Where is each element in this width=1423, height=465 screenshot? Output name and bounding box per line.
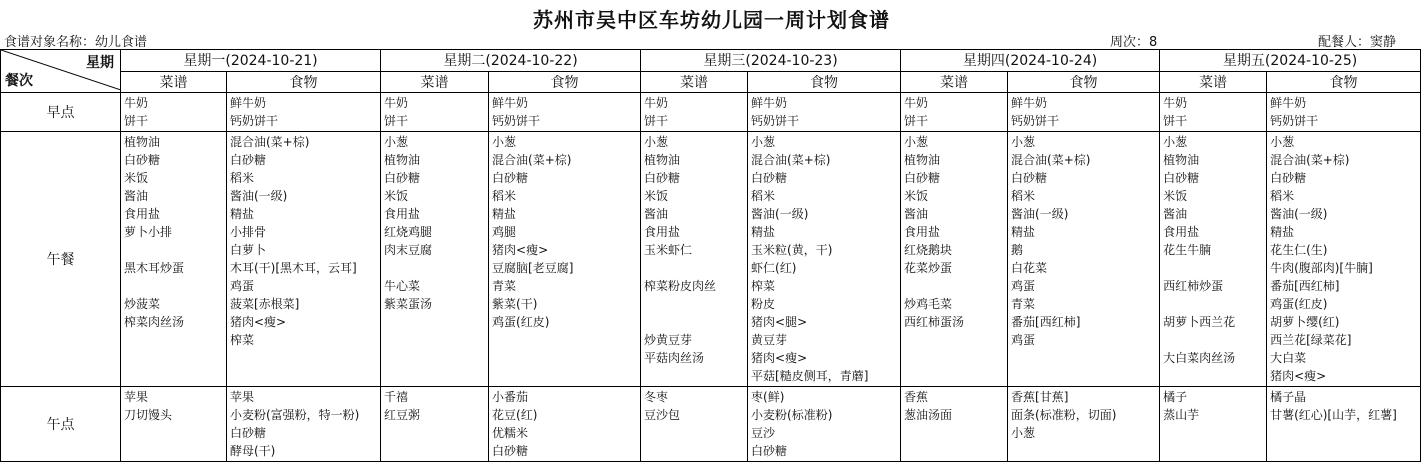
day-header-wed: 星期三(2024-10-23) (641, 50, 901, 72)
food-cell (1008, 387, 1160, 462)
dish-item (124, 277, 224, 295)
food-item: 榨菜 (230, 333, 255, 347)
meal-name: 早点 (1, 93, 121, 132)
dish-item: 香蕉 (904, 390, 929, 404)
food-item: 小番茄 (492, 390, 529, 404)
food-item: 猪肉<瘦> (751, 351, 808, 365)
day-header-tue: 星期二(2024-10-22) (381, 50, 641, 72)
food-item: 苹果 (230, 390, 255, 404)
dish-item: 千禧 (384, 390, 409, 404)
food-item: 精盐 (230, 207, 255, 221)
dish-item: 红烧鹅块 (904, 243, 953, 257)
dish-item (124, 331, 224, 349)
menu-body (1, 93, 1421, 462)
dish-item: 炒菠菜 (124, 297, 161, 311)
dish-item: 牛奶 (384, 96, 409, 110)
dish-item: 酱油 (124, 189, 149, 203)
food-item: 大白菜 (1270, 351, 1307, 365)
food-item: 钙奶饼干 (1270, 114, 1319, 128)
food-item: 稻米 (492, 189, 517, 203)
food-item: 鲜牛奶 (751, 96, 788, 110)
dish-item (644, 259, 745, 277)
food-item: 榨菜 (751, 279, 776, 293)
dish-item: 小葱 (644, 135, 669, 149)
food-cell (1267, 387, 1421, 462)
food-item: 黄豆芽 (751, 333, 788, 347)
recipe-target-label: 食谱对象名称：幼儿食谱 (4, 35, 148, 50)
dish-item: 榨菜粉皮肉丝 (644, 279, 717, 293)
food-item: 小葱 (1270, 135, 1295, 149)
dish-item: 酱油 (1163, 207, 1188, 221)
dish-item: 食用盐 (904, 225, 941, 239)
food-item: 白砂糖 (230, 153, 267, 167)
food-cell (748, 387, 901, 462)
food-item: 鲜牛奶 (1270, 96, 1307, 110)
dish-item: 炒鸡毛菜 (904, 297, 953, 311)
food-item: 精盐 (1011, 225, 1036, 239)
dish-item: 花生牛腩 (1163, 243, 1212, 257)
dish-item: 牛奶 (904, 96, 929, 110)
dish-item (1163, 367, 1264, 385)
food-item: 稻米 (1270, 189, 1295, 203)
food-cell (227, 93, 381, 132)
dish-item: 饼干 (124, 114, 149, 128)
dish-item: 饼干 (384, 114, 409, 128)
food-item: 香蕉[甘蕉] (1011, 390, 1069, 404)
dish-cell (641, 93, 748, 132)
food-item: 面条(标准粉，切面) (1011, 408, 1117, 422)
dish-item: 刀切馒头 (124, 408, 173, 422)
food-item: 小葱 (1011, 426, 1036, 440)
food-cell (1267, 93, 1421, 132)
food-cell (489, 132, 641, 387)
food-item: 稻米 (1011, 189, 1036, 203)
food-item: 钙奶饼干 (492, 114, 541, 128)
food-column-header: 食物 (1267, 72, 1421, 93)
dish-item: 白砂糖 (904, 171, 941, 185)
dish-item: 饼干 (1163, 114, 1188, 128)
food-item: 稻米 (230, 171, 255, 185)
dish-cell (901, 132, 1008, 387)
food-item: 猪肉<瘦> (492, 243, 549, 257)
food-item: 青菜 (492, 279, 517, 293)
dish-item: 牛心菜 (384, 279, 421, 293)
dish-item (384, 313, 486, 331)
food-item: 小葱 (751, 135, 776, 149)
dish-item: 玉米虾仁 (644, 243, 693, 257)
dish-cell (1160, 132, 1267, 387)
food-item: 小麦粉(富强粉，特一粉) (230, 408, 360, 422)
food-item: 白砂糖 (492, 171, 529, 185)
food-cell (1008, 132, 1160, 387)
dish-item (904, 277, 1005, 295)
dish-item: 肉末豆腐 (384, 243, 433, 257)
dish-item (124, 442, 224, 460)
food-item: 精盐 (1270, 225, 1295, 239)
dish-item (384, 424, 486, 442)
food-item: 紫菜(干) (492, 297, 538, 311)
food-item: 鲜牛奶 (492, 96, 529, 110)
dish-item: 米饭 (384, 189, 409, 203)
dish-item: 酱油 (644, 207, 669, 221)
food-cell (748, 93, 901, 132)
food-item: 甘薯(红心)[山芋，红薯] (1270, 408, 1397, 422)
food-cell (227, 132, 381, 387)
corner-weekday-label: 星期 (86, 55, 114, 71)
dish-item: 牛奶 (1163, 96, 1188, 110)
dish-item: 植物油 (644, 153, 681, 167)
dish-column-header: 菜谱 (641, 72, 748, 93)
dish-item: 植物油 (124, 135, 161, 149)
food-item: 平菇[糙皮侧耳，青蘑] (751, 369, 869, 383)
day-header-thu: 星期四(2024-10-24) (901, 50, 1160, 72)
food-item: 酱油(一级) (230, 189, 288, 203)
food-item: 玉米粒(黄，干) (751, 243, 833, 257)
dish-item: 平菇肉丝汤 (644, 351, 705, 365)
dish-cell (381, 93, 489, 132)
dish-item: 冬枣 (644, 390, 669, 404)
food-item: 钙奶饼干 (751, 114, 800, 128)
menu-table (0, 49, 1421, 462)
dish-cell (641, 132, 748, 387)
food-cell (748, 132, 901, 387)
dish-column-header: 菜谱 (381, 72, 489, 93)
dish-item (644, 424, 745, 442)
meal-row (1, 93, 1421, 132)
dish-item: 小葱 (904, 135, 929, 149)
dish-item: 苹果 (124, 390, 149, 404)
dish-item: 红烧鸡腿 (384, 225, 433, 239)
dish-item: 饼干 (644, 114, 669, 128)
dish-item: 小葱 (1163, 135, 1188, 149)
dish-cell (641, 387, 748, 462)
food-item: 豆沙 (751, 426, 776, 440)
dish-item: 白砂糖 (1163, 171, 1200, 185)
food-item: 钙奶饼干 (230, 114, 279, 128)
food-item: 小麦粉(标准粉) (751, 408, 833, 422)
food-item: 白砂糖 (1011, 171, 1048, 185)
food-item: 白砂糖 (751, 171, 788, 185)
dish-item: 饼干 (904, 114, 929, 128)
dish-item: 榨菜肉丝汤 (124, 315, 185, 329)
food-item: 花豆(红) (492, 408, 538, 422)
dish-item: 植物油 (384, 153, 421, 167)
dish-item: 食用盐 (644, 225, 681, 239)
dish-item: 食用盐 (384, 207, 421, 221)
food-column-header: 食物 (1008, 72, 1160, 93)
dish-item (1163, 259, 1264, 277)
dish-item: 白砂糖 (644, 171, 681, 185)
dish-item: 萝卜小排 (124, 225, 173, 239)
dish-item (644, 367, 745, 385)
dish-item: 胡萝卜西兰花 (1163, 315, 1236, 329)
dish-item: 米饭 (904, 189, 929, 203)
dish-item: 橘子 (1163, 390, 1188, 404)
food-item: 酱油(一级) (1270, 207, 1328, 221)
dish-item (904, 424, 1005, 442)
food-item: 胡萝卜缨(红) (1270, 315, 1340, 329)
food-item: 鲜牛奶 (230, 96, 267, 110)
dish-item: 牛奶 (644, 96, 669, 110)
food-item: 粉皮 (751, 297, 776, 311)
food-item: 木耳(干)[黑木耳，云耳] (230, 261, 357, 275)
dish-item: 红豆粥 (384, 408, 421, 422)
dish-cell (1160, 387, 1267, 462)
food-item: 鹅 (1011, 243, 1024, 257)
food-item: 白砂糖 (1270, 171, 1307, 185)
food-cell (227, 387, 381, 462)
food-cell (1008, 93, 1160, 132)
food-item: 橘子晶 (1270, 390, 1307, 404)
food-item: 鲜牛奶 (1011, 96, 1048, 110)
dish-cell (121, 132, 227, 387)
page-title: 苏州市吴中区车坊幼儿园一周计划食谱 (533, 8, 890, 32)
dish-item (644, 442, 745, 460)
food-item: 枣(鲜) (751, 390, 785, 404)
dish-column-header: 菜谱 (901, 72, 1008, 93)
food-item: 菠菜[赤根菜] (230, 297, 300, 311)
day-header-mon: 星期一(2024-10-21) (121, 50, 381, 72)
dish-item: 葱油汤面 (904, 408, 953, 422)
dish-item: 大白菜肉丝汤 (1163, 351, 1236, 365)
header-corner (1, 50, 121, 93)
food-item: 白砂糖 (230, 426, 267, 440)
dish-item (124, 424, 224, 442)
food-column-header: 食物 (748, 72, 901, 93)
food-item: 鸡腿 (492, 225, 517, 239)
dish-item (644, 295, 745, 313)
dish-item (384, 259, 486, 277)
dish-item: 蒸山芋 (1163, 408, 1200, 422)
dish-cell (381, 387, 489, 462)
food-item: 西兰花[绿菜花] (1270, 333, 1352, 347)
dish-item: 豆沙包 (644, 408, 681, 422)
dish-item (124, 241, 224, 259)
dish-item: 酱油 (904, 207, 929, 221)
dish-cell (121, 387, 227, 462)
corner-meal-label: 餐次 (5, 73, 33, 89)
food-item: 猪肉<腿> (751, 315, 808, 329)
dish-item: 花菜炒蛋 (904, 261, 953, 275)
food-item: 精盐 (492, 207, 517, 221)
dish-column-header: 菜谱 (121, 72, 227, 93)
meal-name: 午点 (1, 387, 121, 462)
dish-item (1163, 295, 1264, 313)
dish-cell (901, 93, 1008, 132)
dish-cell (1160, 93, 1267, 132)
food-item: 混合油(菜+棕) (1270, 153, 1350, 167)
dish-item: 植物油 (1163, 153, 1200, 167)
dish-cell (381, 132, 489, 387)
food-column-header: 食物 (227, 72, 381, 93)
food-item: 豆腐脑[老豆腐] (492, 261, 574, 275)
dish-item: 白砂糖 (124, 153, 161, 167)
food-item: 猪肉<瘦> (230, 315, 287, 329)
food-item: 虾仁(红) (751, 261, 797, 275)
dish-item: 米饭 (644, 189, 669, 203)
food-item: 混合油(菜+棕) (492, 153, 572, 167)
food-item: 鸡蛋(红皮) (1270, 297, 1328, 311)
food-item: 白砂糖 (751, 444, 788, 458)
dish-item: 白砂糖 (384, 171, 421, 185)
food-item: 小排骨 (230, 225, 267, 239)
food-item: 白萝卜 (230, 243, 267, 257)
dish-column-header: 菜谱 (1160, 72, 1267, 93)
dish-item: 黑木耳炒蛋 (124, 261, 185, 275)
staff-label: 配餐人：窦静 (1318, 35, 1397, 50)
dish-cell (121, 93, 227, 132)
food-item: 白花菜 (1011, 261, 1048, 275)
dish-item: 米饭 (1163, 189, 1188, 203)
food-item: 混合油(菜+棕) (1011, 153, 1091, 167)
food-item: 花生仁(生) (1270, 243, 1328, 257)
food-item: 青菜 (1011, 297, 1036, 311)
food-item: 鸡蛋 (1011, 279, 1036, 293)
food-cell (489, 387, 641, 462)
dish-item: 食用盐 (1163, 225, 1200, 239)
dish-item (644, 313, 745, 331)
food-item: 钙奶饼干 (1011, 114, 1060, 128)
food-item: 牛肉(腹部肉)[牛腩] (1270, 261, 1373, 275)
food-item: 小葱 (492, 135, 517, 149)
food-item: 酱油(一级) (1011, 207, 1069, 221)
week-number-label: 周次：8 (1110, 35, 1158, 50)
food-item: 番茄[西红柿] (1270, 279, 1340, 293)
day-header-fri: 星期五(2024-10-25) (1160, 50, 1421, 72)
food-cell (1267, 132, 1421, 387)
food-item: 混合油(菜+棕) (230, 135, 310, 149)
food-item: 稻米 (751, 189, 776, 203)
food-cell (489, 93, 641, 132)
dish-item: 植物油 (904, 153, 941, 167)
food-item: 精盐 (751, 225, 776, 239)
dish-item: 炒黄豆芽 (644, 333, 693, 347)
dish-item: 西红柿炒蛋 (1163, 279, 1224, 293)
food-item: 酱油(一级) (751, 207, 809, 221)
food-item: 猪肉<瘦> (1270, 369, 1327, 383)
food-item: 鸡蛋(红皮) (492, 315, 550, 329)
food-item: 鸡蛋 (230, 279, 255, 293)
dish-item: 小葱 (384, 135, 409, 149)
food-item: 番茄[西红柿] (1011, 315, 1081, 329)
food-item: 鸡蛋 (1011, 333, 1036, 347)
dish-item: 食用盐 (124, 207, 161, 221)
dish-item (904, 331, 1005, 349)
food-item: 酵母(干) (230, 444, 276, 458)
food-item: 优糯米 (492, 426, 529, 440)
meal-row (1, 132, 1421, 387)
dish-item: 紫菜蛋汤 (384, 297, 433, 311)
food-item: 白砂糖 (492, 444, 529, 458)
food-column-header: 食物 (489, 72, 641, 93)
meal-name: 午餐 (1, 132, 121, 387)
food-item: 小葱 (1011, 135, 1036, 149)
food-item: 混合油(菜+棕) (751, 153, 831, 167)
dish-item: 西红柿蛋汤 (904, 315, 965, 329)
dish-item (1163, 331, 1264, 349)
dish-item: 米饭 (124, 171, 149, 185)
dish-cell (901, 387, 1008, 462)
meal-row (1, 387, 1421, 462)
dish-item: 牛奶 (124, 96, 149, 110)
dish-item (384, 442, 486, 460)
